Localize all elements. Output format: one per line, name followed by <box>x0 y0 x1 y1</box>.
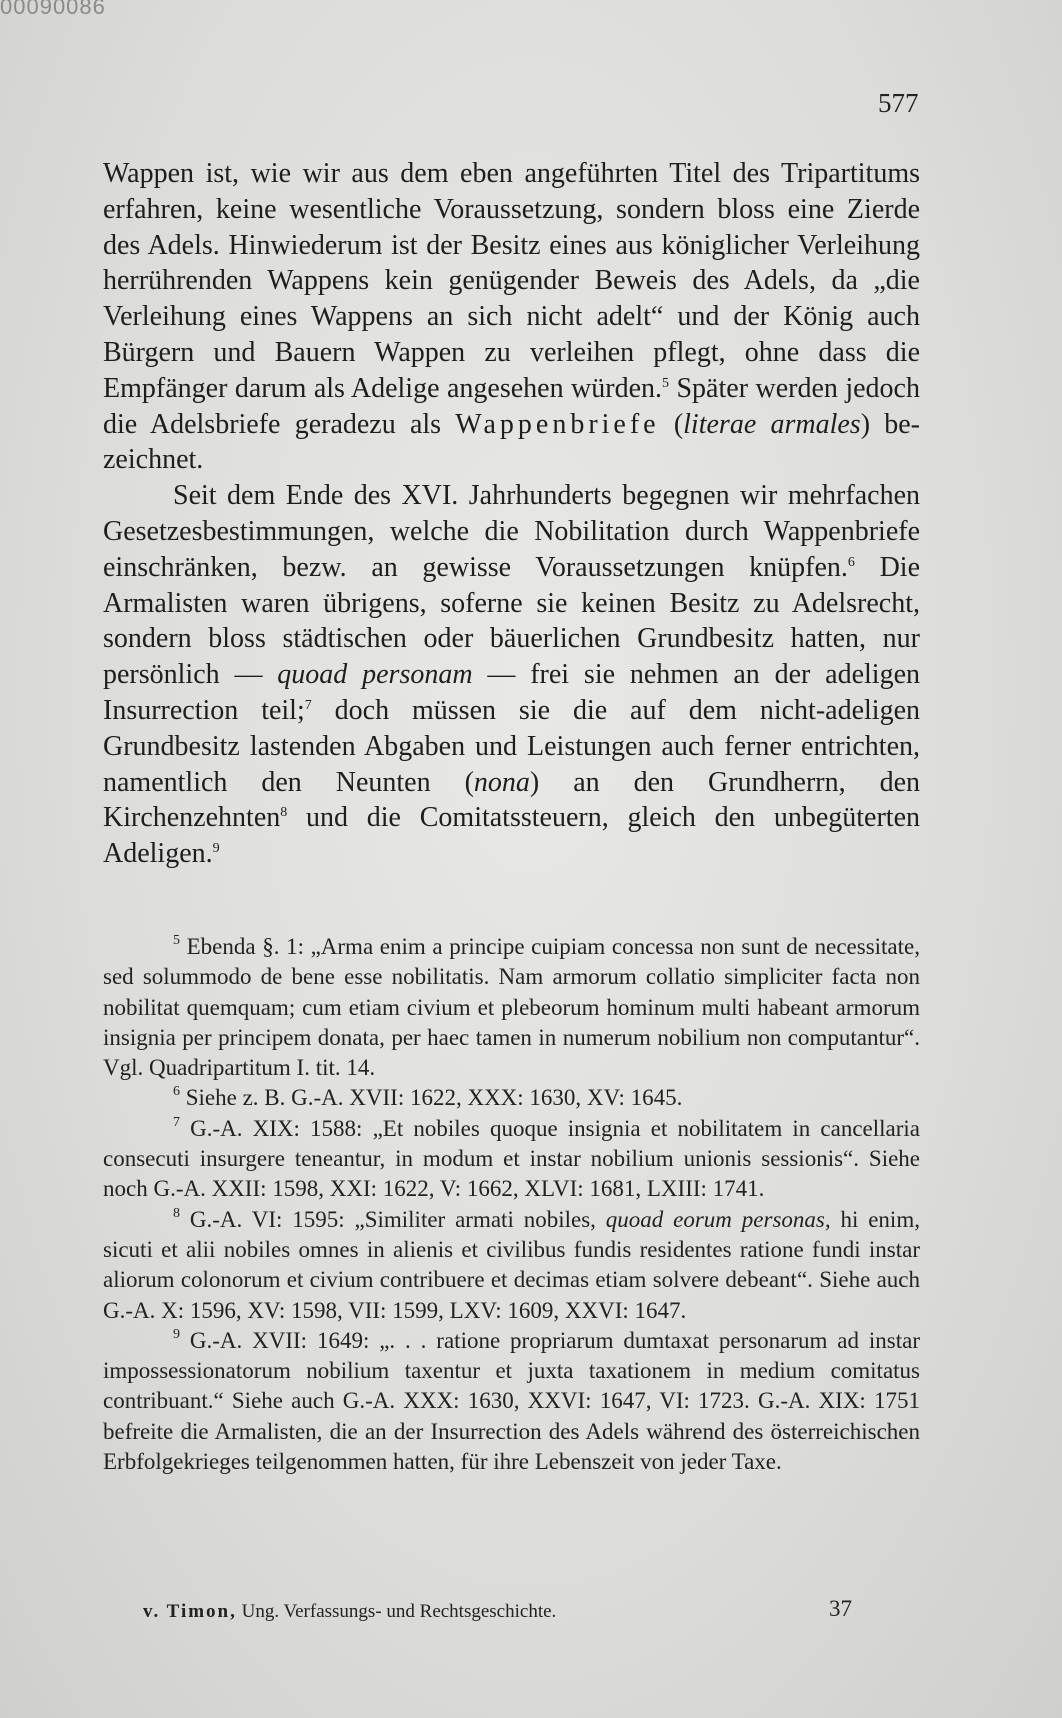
paragraph-text: ) an den Grundherrn, den Kirchenzehnten <box>103 766 920 834</box>
italic-term: literae armales <box>683 408 861 440</box>
page-number: 577 <box>878 88 919 118</box>
paragraph-text: Seit dem Ende des XVI. Jahrhunderts begegnen wir mehrfachen Gesetzesbestimmungen, welche die Nobilitation durch Wappenbriefe einschränken, bezw. an gewisse Voraussetzungen knüpfen. <box>103 480 920 583</box>
italic-term: nona <box>473 766 530 798</box>
body-text <box>103 156 920 872</box>
scan-id: 00090086 <box>0 0 106 19</box>
footnote-number: 5 <box>173 933 180 948</box>
footnote-text: Siehe z. B. G.-A. XVII: 1622, XXX: 1630, XV: 1645. <box>180 1085 683 1111</box>
footnote-ref-9[interactable]: 9 <box>212 841 220 857</box>
paragraph-text: ) bezeichnet. <box>103 408 920 476</box>
footnote-5 <box>103 932 920 1083</box>
footnote-8 <box>103 1205 920 1326</box>
italic-term: quoad personam <box>277 659 473 691</box>
paragraph-text: ( <box>659 408 684 440</box>
footnotes <box>103 932 920 1477</box>
footnote-9 <box>103 1326 920 1477</box>
paragraph-text: Die Armalisten waren übrigens, soferne sie keinen Besitz zu Adelsrecht, sondern bloss städtischen oder bäuerlichen Grundbesitz hatten, nur persönlich — <box>103 551 920 691</box>
footnote-number: 8 <box>173 1205 180 1221</box>
footnote-text: Ebenda §. 1: „Arma enim a principe cuipiam concessa non sunt de necessitate, sed solummodo de bene esse nobilitatis. Nam armorum collatio simpliciter facta non nobilitat quemquam; cum etiam civium et plebeorum hominum multi habeant armorum insignia per principem donata, per haec tamen in numerum nobilium non computantur“. Vgl. Quadripartitum I. tit. 14. <box>103 934 920 1081</box>
footnote-text: G.-A. XVII: 1649: „. . . ratione propriarum dumtaxat personarum ad instar impossessionatorum nobilium taxentur et juxta taxationem in medium comitatus contribuant.“ Siehe auch G.-A. XXX: 1630, XXVI: 1647, VI: 1723. G.-A. XIX: 1751 befreite die Armalisten, die an der Insurrection des Adels während des österreichischen Erbfolgekrieges teilgenommen hatten, für ihre Lebenszeit von jeder Taxe. <box>103 1327 920 1475</box>
paragraph-2 <box>103 478 920 872</box>
footnote-ref-6[interactable]: 6 <box>847 554 855 570</box>
footnote-number: 6 <box>173 1084 180 1100</box>
paragraph-1 <box>103 156 920 478</box>
footnote-text: hi enim, sicuti et alii nobiles omnes in alienis et civilibus fundis residentes ratione fundi instar aliorum colonorum et civium contribuere et decimas etiam solvere debeant“. Siehe auch G.-A. X: 1596, XV: 1598, VII: 1599, LXV: 1609, XXVI: 1647. <box>103 1206 920 1323</box>
footer-author: v. Timon, <box>143 1601 237 1622</box>
footnote-ref-5[interactable]: 5 <box>662 375 670 391</box>
paragraph-text: doch müssen sie die auf dem nicht-adeligen Grundbesitz lastenden Abgaben und Leistungen auch ferner entrichten, namentlich den Neunten ( <box>103 694 920 798</box>
sheet-number: 37 <box>829 1596 852 1621</box>
footer-title: Ung. Verfassungs- und Rechtsgeschichte. <box>236 1601 557 1622</box>
footer-signature <box>143 1601 556 1623</box>
paragraph-text: Später werden jedoch die Adelsbriefe geradezu als <box>103 372 920 440</box>
footnote-number: 7 <box>173 1114 180 1130</box>
italic-term: quoad eorum personas, <box>605 1206 831 1232</box>
footnote-text: G.-A. XIX: 1588: „Et nobiles quoque insignia et nobilitatem in cancellaria consecuti insurgere teneantur, in modum et instar nobilium unionis sessionis“. Siehe noch G.-A. XXII: 1598, XXI: 1622, V: 1662, XLVI: 1681, LXIII: 1741. <box>103 1115 920 1202</box>
footnote-text: G.-A. VI: 1595: „Similiter armati nobiles, <box>180 1206 606 1232</box>
paragraph-text: und die Comitatssteuern, gleich den unbegüterten Adeligen. <box>103 802 920 870</box>
paragraph-text: — frei sie nehmen an der adeligen Insurrection teil; <box>103 659 920 726</box>
footnote-ref-8[interactable]: 8 <box>280 805 288 821</box>
spaced-term: Wappenbriefe <box>455 408 660 440</box>
footnote-number: 9 <box>173 1326 180 1342</box>
footnote-ref-7[interactable]: 7 <box>304 697 312 713</box>
footnote-7 <box>103 1114 920 1205</box>
footnote-6 <box>103 1083 920 1113</box>
paragraph-text: Wappen ist, wie wir aus dem eben angeführten Titel des Tripartitums erfahren, keine wesentliche Voraussetzung, sondern bloss eine Zierde des Adels. Hinwiederum ist der Besitz eines aus königlicher Verleihung herrührenden Wappens kein genügender Beweis des Adels, da „die Verleihung eines Wappens an sich nicht adelt“ und der König auch Bürgern und Bauern Wappen zu verleihen pflegt, ohne dass die Empfänger darum als Adelige angesehen würden. <box>103 158 920 404</box>
